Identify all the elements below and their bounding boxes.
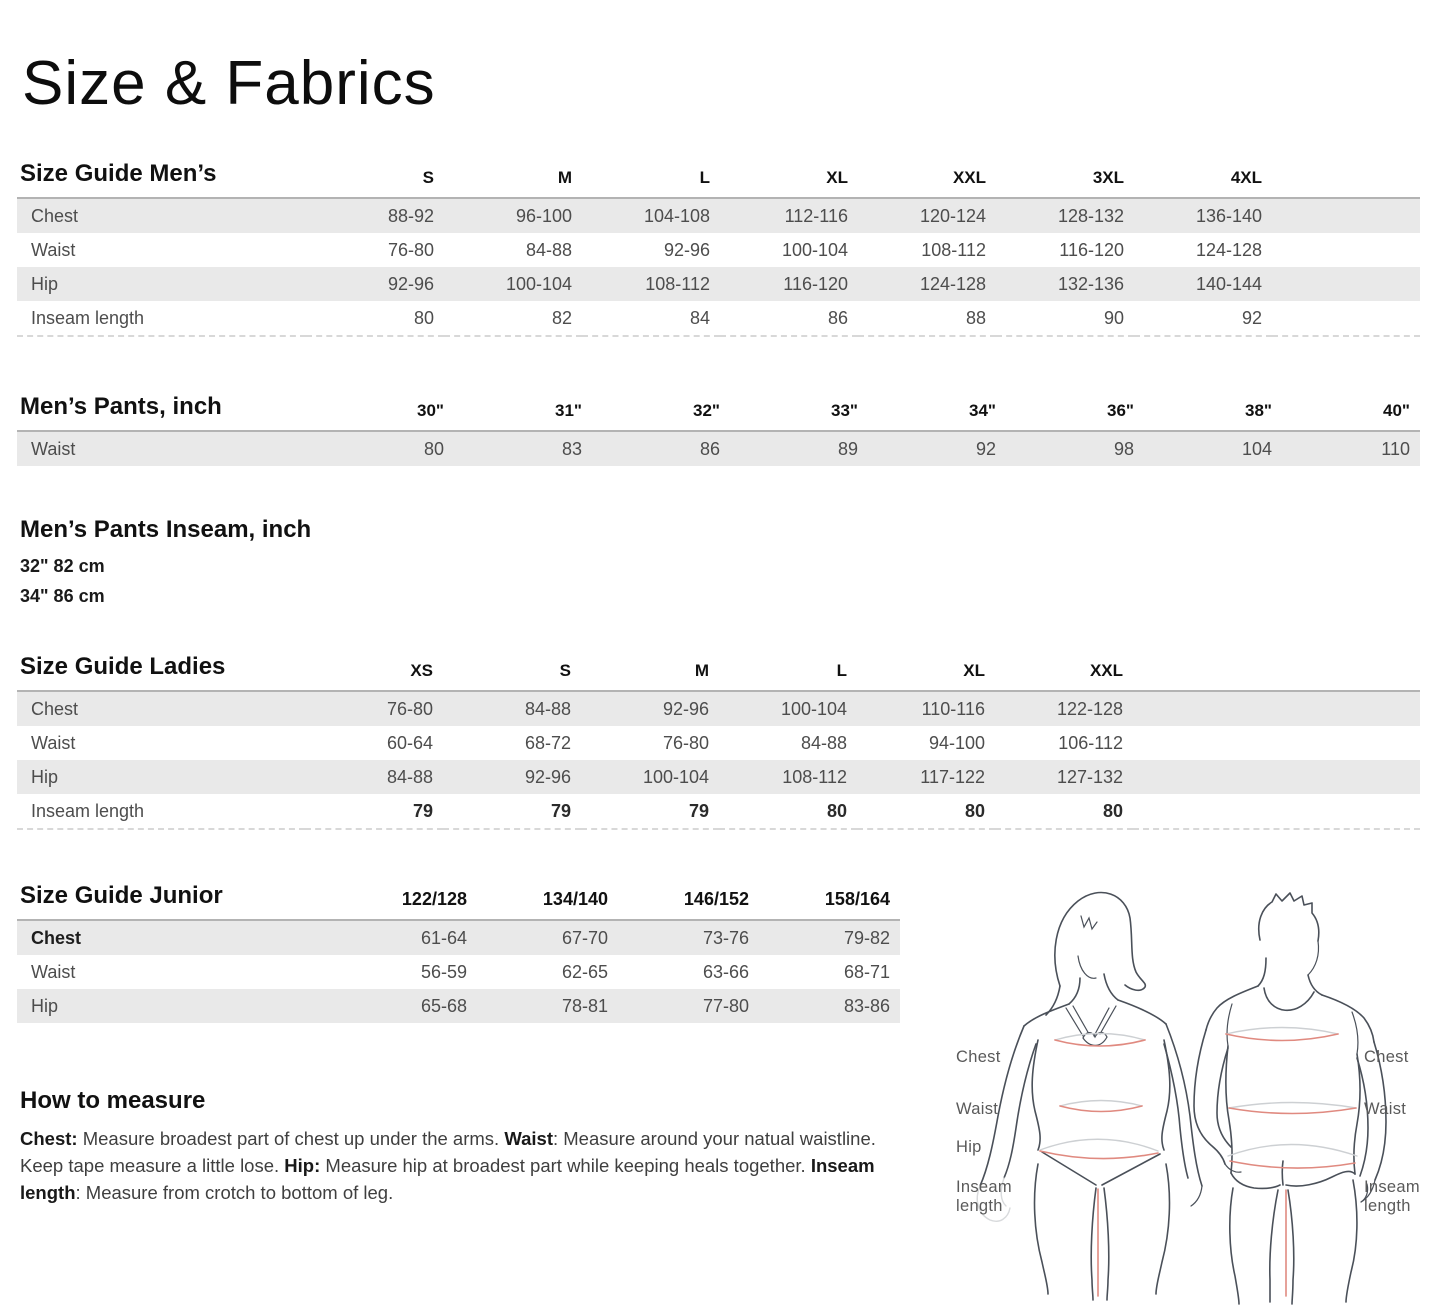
size-column-header: XL [857,653,995,691]
size-value: 116-120 [1059,239,1124,260]
size-value: 80 [316,431,454,466]
size-column-header: 32" [592,393,730,431]
size-value: 76-80 [305,691,443,726]
table-row [17,760,1420,794]
size-value: 76-80 [662,732,709,753]
table-row [17,233,1420,267]
size-value: 89 [730,431,868,466]
size-value: 65-68 [336,989,477,1023]
table-row [17,301,1420,336]
size-value: 116-120 [720,267,858,301]
size-value: 108-112 [582,267,720,301]
size-value: 56-59 [420,961,467,982]
size-column-header: 31" [454,393,592,431]
size-value: 104 [1144,431,1282,466]
mens-pants-inseam-section [0,516,1445,607]
size-value: 80 [857,794,995,829]
size-value: 100-104 [444,267,582,301]
size-value: 68-72 [524,732,571,753]
size-column-header: 38" [1144,393,1282,431]
size-guide-mens-table [17,160,1420,337]
male-waist-label: Waist [1364,1100,1407,1118]
size-value: 73-76 [618,920,759,955]
size-value: 79 [581,794,719,829]
row-label: Chest [17,198,306,233]
size-value: 83-86 [759,989,900,1023]
size-column-header: 122/128 [336,882,477,920]
female-waist-label: Waist [956,1100,999,1118]
size-value: 60-64 [386,732,433,753]
female-chest-label: Chest [956,1048,1001,1066]
size-value: 79 [305,794,443,829]
male-inseam-label: Inseam length [1364,1178,1420,1215]
table-header-row [17,653,1420,691]
size-column-header: XXL [858,160,996,198]
page-title: Size & Fabrics [22,49,436,118]
table-header-row [17,160,1420,198]
size-value: 92-96 [663,239,710,260]
size-value: 132-136 [996,267,1134,301]
size-value: 110-116 [857,691,995,726]
row-label: Hip [17,989,336,1023]
body-measurement-illustration [920,868,1445,1310]
size-value: 120-124 [858,198,996,233]
size-value: 108-112 [719,760,857,794]
size-column-header: XL [720,160,858,198]
size-value: 92 [1134,301,1272,336]
size-column-header: XXL [995,653,1133,691]
male-chest-measure-line [1226,1034,1338,1041]
row-label: Waist [31,239,76,260]
size-value: 96-100 [444,198,582,233]
size-value: 67-70 [477,920,618,955]
size-value: 88-92 [306,198,444,233]
size-value: 124-128 [858,267,996,301]
size-value: 112-116 [720,198,858,233]
size-value: 90 [996,301,1134,336]
size-value: 88 [858,301,996,336]
size-column-header: 40" [1282,393,1420,431]
size-value: 84-88 [305,760,443,794]
size-column-header: XS [305,653,443,691]
male-waist-measure-line [1229,1108,1356,1114]
size-value: 79 [443,794,581,829]
size-value: 80 [719,794,857,829]
size-value: 92 [868,431,1006,466]
table-row [17,920,900,955]
size-value: 84 [582,301,720,336]
size-column-header: 4XL [1134,160,1272,198]
size-value: 127-132 [995,760,1133,794]
spacer-cell [1133,794,1420,829]
size-column-header: 3XL [996,160,1134,198]
female-inseam-label: Inseam length [956,1178,1012,1215]
inseam-option-34: 34" 86 cm [20,586,105,607]
size-value: 79-82 [759,920,900,955]
size-value: 92-96 [443,760,581,794]
size-column-header: 158/164 [759,882,900,920]
size-column-header: 36" [1006,393,1144,431]
size-value: 61-64 [336,920,477,955]
table-row [17,267,1420,301]
size-value: 86 [720,301,858,336]
female-figure-sketch [977,893,1202,1300]
size-value: 106-112 [1058,732,1123,753]
size-value: 110 [1282,431,1420,466]
size-column-header: 34" [868,393,1006,431]
row-label: Hip [17,267,306,301]
measurement-figures [920,868,1445,1310]
size-value: 92-96 [306,267,444,301]
section-title: Size Guide Ladies [17,653,305,691]
row-label: Inseam length [17,301,306,336]
size-column-header: L [582,160,720,198]
size-value: 98 [1006,431,1144,466]
size-value: 82 [444,301,582,336]
male-hip-measure-line [1230,1161,1355,1168]
table-row [17,955,900,989]
spacer-cell [1133,691,1420,726]
measure-term: Hip: [284,1155,321,1177]
spacer-cell [1272,160,1420,198]
size-value: 86 [592,431,730,466]
female-waist-measure-line [1060,1106,1142,1112]
size-value: 108-112 [921,239,986,260]
row-label: Chest [17,691,305,726]
size-value: 84-88 [525,239,572,260]
how-to-measure-text: Chest: Measure broadest part of chest up under the arms. Waist: Measure around your natual waistline. Keep tape measure a little lose. Hip: Measure hip at broadest part while keeping heals together. Inseam length: Measure from crotch to bottom of leg. [20,1128,876,1204]
size-column-header: M [444,160,582,198]
size-value: 122-128 [995,691,1133,726]
size-column-header: 30" [316,393,454,431]
size-value: 78-81 [477,989,618,1023]
table-row [17,691,1420,726]
size-value: 84-88 [800,732,847,753]
size-column-header: 134/140 [477,882,618,920]
male-chest-label: Chest [1364,1048,1409,1066]
size-value: 62-65 [561,961,608,982]
size-value: 63-66 [702,961,749,982]
size-value: 76-80 [387,239,434,260]
female-hip-measure-line [1040,1151,1158,1159]
row-label: Hip [17,760,305,794]
inseam-option-32: 32" 82 cm [20,556,105,577]
table-row [17,794,1420,829]
measure-term: Waist [504,1128,553,1150]
size-column-header: S [443,653,581,691]
mens-pants-table [17,393,1420,466]
size-value: 128-132 [996,198,1134,233]
size-column-header: S [306,160,444,198]
female-chest-measure-line [1055,1040,1145,1046]
size-value: 104-108 [582,198,720,233]
size-value: 100-104 [781,239,848,260]
row-label: Inseam length [17,794,305,829]
size-value: 77-80 [618,989,759,1023]
size-value: 92-96 [581,691,719,726]
size-value: 68-71 [843,961,890,982]
measure-term: Inseam length [20,1155,875,1204]
male-figure-sketch [1194,893,1386,1304]
size-value: 80 [306,301,444,336]
row-label: Chest [17,920,336,955]
table-header-row [17,882,900,920]
section-title: Men’s Pants, inch [17,393,316,431]
size-column-header: 33" [730,393,868,431]
size-column-header: M [581,653,719,691]
table-row [17,198,1420,233]
size-value: 140-144 [1134,267,1272,301]
size-value: 84-88 [443,691,581,726]
size-value: 124-128 [1195,239,1262,260]
size-value: 83 [454,431,592,466]
size-guide-ladies-table [17,653,1420,830]
female-hip-label: Hip [956,1138,982,1156]
spacer-cell [1272,198,1420,233]
spacer-cell [1272,301,1420,336]
size-guide-junior-table [17,882,900,1023]
size-value: 100-104 [581,760,719,794]
mens-pants-inseam-heading: Men’s Pants Inseam, inch [20,516,312,544]
table-row [17,989,900,1023]
size-column-header: L [719,653,857,691]
size-column-header: 146/152 [618,882,759,920]
size-value: 136-140 [1134,198,1272,233]
row-label: Waist [31,961,76,982]
table-row [17,431,1420,466]
row-label: Waist [31,732,76,753]
size-value: 100-104 [719,691,857,726]
row-label: Waist [17,431,316,466]
size-value: 80 [995,794,1133,829]
size-value: 117-122 [857,760,995,794]
table-row [17,726,1420,760]
table-header-row [17,393,1420,431]
how-to-measure-heading: How to measure [20,1087,206,1115]
measure-term: Chest: [20,1128,78,1150]
size-value: 94-100 [928,732,985,753]
spacer-cell [1133,653,1420,691]
spacer-cell [1133,726,1420,760]
section-title: Size Guide Men’s [17,160,306,198]
spacer-cell [1133,760,1420,794]
section-title: Size Guide Junior [17,882,336,920]
spacer-cell [1272,267,1420,301]
spacer-cell [1272,233,1420,267]
